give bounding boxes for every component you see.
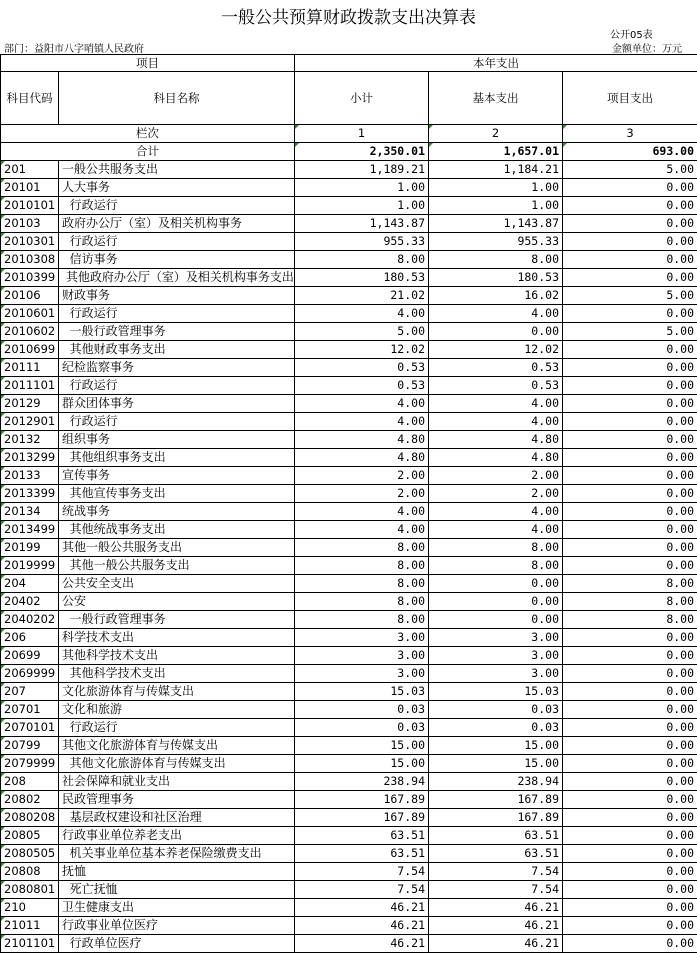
row-code: 20199 <box>1 539 59 557</box>
row-code: 2010602 <box>1 323 59 341</box>
row-subtotal: 238.94 <box>295 773 429 791</box>
row-code: 20402 <box>1 593 59 611</box>
row-project: 0.00 <box>563 233 697 251</box>
table-row <box>1 467 697 485</box>
row-subtotal: 0.03 <box>295 719 429 737</box>
header-row-group <box>1 55 697 72</box>
column-number-row <box>1 125 697 143</box>
row-project: 0.00 <box>563 305 697 323</box>
table-row <box>1 287 697 305</box>
row-name: 政府办公厅（室）及相关机构事务 <box>59 215 295 233</box>
row-basic: 3.00 <box>429 629 563 647</box>
row-code: 2010101 <box>1 197 59 215</box>
row-basic: 1,143.87 <box>429 215 563 233</box>
row-subtotal: 167.89 <box>295 791 429 809</box>
row-name: 死亡抚恤 <box>59 881 295 899</box>
table-row <box>1 323 697 341</box>
total-subtotal: 2,350.01 <box>295 143 429 161</box>
row-name: 一般行政管理事务 <box>59 611 295 629</box>
row-project: 0.00 <box>563 755 697 773</box>
row-project: 0.00 <box>563 449 697 467</box>
row-basic: 0.00 <box>429 575 563 593</box>
row-name: 卫生健康支出 <box>59 899 295 917</box>
row-project: 0.00 <box>563 737 697 755</box>
row-basic: 167.89 <box>429 809 563 827</box>
table-row <box>1 215 697 233</box>
row-code: 204 <box>1 575 59 593</box>
total-basic: 1,657.01 <box>429 143 563 161</box>
row-project: 0.00 <box>563 197 697 215</box>
row-project: 0.00 <box>563 881 697 899</box>
row-subtotal: 4.00 <box>295 521 429 539</box>
row-basic: 180.53 <box>429 269 563 287</box>
row-subtotal: 46.21 <box>295 917 429 935</box>
row-subtotal: 4.00 <box>295 413 429 431</box>
row-name: 民政管理事务 <box>59 791 295 809</box>
row-subtotal: 21.02 <box>295 287 429 305</box>
table-row <box>1 683 697 701</box>
row-name: 行政单位医疗 <box>59 935 295 953</box>
row-name: 公共安全支出 <box>59 575 295 593</box>
row-project: 0.00 <box>563 665 697 683</box>
row-subtotal: 4.80 <box>295 449 429 467</box>
row-code: 20133 <box>1 467 59 485</box>
total-row <box>1 143 697 161</box>
row-name: 人大事务 <box>59 179 295 197</box>
header-row-columns <box>1 72 697 125</box>
row-code: 2069999 <box>1 665 59 683</box>
row-name: 行政运行 <box>59 719 295 737</box>
row-name: 行政运行 <box>59 305 295 323</box>
row-code: 2079999 <box>1 755 59 773</box>
row-project: 0.00 <box>563 485 697 503</box>
row-basic: 63.51 <box>429 845 563 863</box>
row-project: 8.00 <box>563 593 697 611</box>
row-subtotal: 180.53 <box>295 269 429 287</box>
row-project: 0.00 <box>563 845 697 863</box>
row-name: 科学技术支出 <box>59 629 295 647</box>
row-subtotal: 2.00 <box>295 485 429 503</box>
header-item: 项目 <box>1 55 295 72</box>
table-row <box>1 377 697 395</box>
row-project: 0.00 <box>563 899 697 917</box>
row-code: 20134 <box>1 503 59 521</box>
table-row <box>1 719 697 737</box>
unit-label: 金额单位：万元 <box>612 40 682 55</box>
row-subtotal: 63.51 <box>295 845 429 863</box>
row-basic: 0.03 <box>429 701 563 719</box>
row-subtotal: 5.00 <box>295 323 429 341</box>
table-row <box>1 359 697 377</box>
row-subtotal: 7.54 <box>295 863 429 881</box>
table-row <box>1 773 697 791</box>
row-code: 2019999 <box>1 557 59 575</box>
column-number-3: 3 <box>563 125 697 143</box>
row-code: 210 <box>1 899 59 917</box>
row-name: 文化和旅游 <box>59 701 295 719</box>
row-subtotal: 3.00 <box>295 665 429 683</box>
table-row <box>1 395 697 413</box>
row-project: 0.00 <box>563 539 697 557</box>
row-subtotal: 12.02 <box>295 341 429 359</box>
row-subtotal: 8.00 <box>295 611 429 629</box>
header-current-year-expense: 本年支出 <box>295 55 697 72</box>
row-project: 0.00 <box>563 827 697 845</box>
row-name: 其他统战事务支出 <box>59 521 295 539</box>
row-project: 0.00 <box>563 215 697 233</box>
column-number-1: 1 <box>295 125 429 143</box>
row-project: 0.00 <box>563 557 697 575</box>
row-basic: 0.53 <box>429 377 563 395</box>
row-code: 20129 <box>1 395 59 413</box>
column-number-2: 2 <box>429 125 563 143</box>
column-number-label: 栏次 <box>1 125 295 143</box>
table-row <box>1 161 697 179</box>
row-code: 2011101 <box>1 377 59 395</box>
row-basic: 7.54 <box>429 881 563 899</box>
row-code: 2080505 <box>1 845 59 863</box>
table-row <box>1 629 697 647</box>
row-subtotal: 63.51 <box>295 827 429 845</box>
row-name: 宣传事务 <box>59 467 295 485</box>
row-code: 20808 <box>1 863 59 881</box>
row-basic: 46.21 <box>429 917 563 935</box>
row-subtotal: 1.00 <box>295 197 429 215</box>
row-basic: 8.00 <box>429 557 563 575</box>
row-name: 行政事业单位养老支出 <box>59 827 295 845</box>
row-basic: 46.21 <box>429 899 563 917</box>
table-row <box>1 305 697 323</box>
row-basic: 0.03 <box>429 719 563 737</box>
row-name: 一般行政管理事务 <box>59 323 295 341</box>
table-row <box>1 413 697 431</box>
row-code: 20106 <box>1 287 59 305</box>
row-code: 2012901 <box>1 413 59 431</box>
row-code: 20805 <box>1 827 59 845</box>
row-project: 0.00 <box>563 395 697 413</box>
row-code: 20132 <box>1 431 59 449</box>
row-name: 其他政府办公厅（室）及相关机构事务支出 <box>59 269 295 287</box>
row-basic: 0.00 <box>429 323 563 341</box>
row-code: 20101 <box>1 179 59 197</box>
row-subtotal: 1,189.21 <box>295 161 429 179</box>
row-subtotal: 15.00 <box>295 737 429 755</box>
row-basic: 238.94 <box>429 773 563 791</box>
row-basic: 4.00 <box>429 305 563 323</box>
row-code: 20699 <box>1 647 59 665</box>
row-project: 0.00 <box>563 431 697 449</box>
row-code: 20111 <box>1 359 59 377</box>
row-name: 机关事业单位基本养老保险缴费支出 <box>59 845 295 863</box>
row-subtotal: 8.00 <box>295 593 429 611</box>
row-name: 统战事务 <box>59 503 295 521</box>
row-basic: 4.80 <box>429 431 563 449</box>
row-name: 纪检监察事务 <box>59 359 295 377</box>
row-name: 行政事业单位医疗 <box>59 917 295 935</box>
department-label: 部门：益阳市八字哨镇人民政府 <box>4 40 144 55</box>
row-name: 其他财政事务支出 <box>59 341 295 359</box>
row-project: 8.00 <box>563 575 697 593</box>
row-subtotal: 8.00 <box>295 251 429 269</box>
row-project: 0.00 <box>563 377 697 395</box>
row-project: 8.00 <box>563 611 697 629</box>
row-code: 208 <box>1 773 59 791</box>
row-code: 20802 <box>1 791 59 809</box>
row-subtotal: 46.21 <box>295 899 429 917</box>
row-project: 0.00 <box>563 701 697 719</box>
row-project: 0.00 <box>563 773 697 791</box>
row-name: 组织事务 <box>59 431 295 449</box>
row-project: 5.00 <box>563 287 697 305</box>
row-project: 0.00 <box>563 719 697 737</box>
row-subtotal: 7.54 <box>295 881 429 899</box>
row-subtotal: 15.03 <box>295 683 429 701</box>
row-project: 0.00 <box>563 413 697 431</box>
row-project: 0.00 <box>563 341 697 359</box>
table-row <box>1 935 697 953</box>
row-project: 0.00 <box>563 809 697 827</box>
row-basic: 7.54 <box>429 863 563 881</box>
row-subtotal: 4.00 <box>295 395 429 413</box>
header-code: 科目代码 <box>1 72 59 125</box>
row-code: 2070101 <box>1 719 59 737</box>
row-project: 0.00 <box>563 791 697 809</box>
row-code: 201 <box>1 161 59 179</box>
table-row <box>1 917 697 935</box>
row-basic: 15.00 <box>429 737 563 755</box>
row-basic: 167.89 <box>429 791 563 809</box>
row-name: 其他组织事务支出 <box>59 449 295 467</box>
row-code: 2010301 <box>1 233 59 251</box>
row-basic: 2.00 <box>429 467 563 485</box>
row-code: 207 <box>1 683 59 701</box>
row-project: 0.00 <box>563 179 697 197</box>
row-project: 5.00 <box>563 161 697 179</box>
table-row <box>1 503 697 521</box>
table-row <box>1 575 697 593</box>
row-name: 其他一般公共服务支出 <box>59 539 295 557</box>
expenditure-table <box>0 54 697 953</box>
row-basic: 16.02 <box>429 287 563 305</box>
row-code: 20799 <box>1 737 59 755</box>
row-subtotal: 167.89 <box>295 809 429 827</box>
row-code: 2040202 <box>1 611 59 629</box>
table-row <box>1 593 697 611</box>
row-project: 5.00 <box>563 323 697 341</box>
table-row <box>1 431 697 449</box>
table-row <box>1 737 697 755</box>
total-project: 693.00 <box>563 143 697 161</box>
row-basic: 4.00 <box>429 503 563 521</box>
row-basic: 1,184.21 <box>429 161 563 179</box>
row-name: 财政事务 <box>59 287 295 305</box>
row-name: 其他文化旅游体育与传媒支出 <box>59 755 295 773</box>
row-subtotal: 15.00 <box>295 755 429 773</box>
row-subtotal: 955.33 <box>295 233 429 251</box>
table-row <box>1 341 697 359</box>
row-subtotal: 8.00 <box>295 539 429 557</box>
table-row <box>1 197 697 215</box>
row-code: 2010308 <box>1 251 59 269</box>
row-code: 2080801 <box>1 881 59 899</box>
row-code: 2010399 <box>1 269 59 287</box>
table-row <box>1 539 697 557</box>
row-basic: 0.53 <box>429 359 563 377</box>
row-basic: 1.00 <box>429 179 563 197</box>
table-row <box>1 809 697 827</box>
row-name: 其他科学技术支出 <box>59 647 295 665</box>
table-row <box>1 611 697 629</box>
form-code: 公开05表 <box>610 26 653 41</box>
table-row <box>1 179 697 197</box>
row-name: 其他科学技术支出 <box>59 665 295 683</box>
row-code: 2013399 <box>1 485 59 503</box>
header-name: 科目名称 <box>59 72 295 125</box>
row-basic: 3.00 <box>429 665 563 683</box>
table-row <box>1 665 697 683</box>
row-subtotal: 4.00 <box>295 503 429 521</box>
row-code: 2010699 <box>1 341 59 359</box>
row-basic: 3.00 <box>429 647 563 665</box>
row-basic: 46.21 <box>429 935 563 953</box>
row-name: 抚恤 <box>59 863 295 881</box>
row-name: 社会保障和就业支出 <box>59 773 295 791</box>
row-name: 群众团体事务 <box>59 395 295 413</box>
row-basic: 2.00 <box>429 485 563 503</box>
row-code: 2101101 <box>1 935 59 953</box>
row-subtotal: 4.00 <box>295 305 429 323</box>
row-subtotal: 0.53 <box>295 377 429 395</box>
table-row <box>1 791 697 809</box>
table-row <box>1 521 697 539</box>
row-code: 2080208 <box>1 809 59 827</box>
table-row <box>1 449 697 467</box>
row-subtotal: 46.21 <box>295 935 429 953</box>
table-row <box>1 233 697 251</box>
row-subtotal: 2.00 <box>295 467 429 485</box>
row-subtotal: 0.53 <box>295 359 429 377</box>
page-title: 一般公共预算财政拨款支出决算表 <box>0 3 697 28</box>
row-name: 其他文化旅游体育与传媒支出 <box>59 737 295 755</box>
row-basic: 8.00 <box>429 251 563 269</box>
row-subtotal: 8.00 <box>295 557 429 575</box>
row-project: 0.00 <box>563 251 697 269</box>
row-name: 行政运行 <box>59 233 295 251</box>
row-basic: 4.00 <box>429 395 563 413</box>
table-row <box>1 827 697 845</box>
table-row <box>1 863 697 881</box>
row-code: 2013299 <box>1 449 59 467</box>
row-basic: 0.00 <box>429 593 563 611</box>
table-row <box>1 899 697 917</box>
row-basic: 955.33 <box>429 233 563 251</box>
header-basic: 基本支出 <box>429 72 563 125</box>
table-row <box>1 881 697 899</box>
row-subtotal: 1,143.87 <box>295 215 429 233</box>
row-name: 公安 <box>59 593 295 611</box>
row-project: 0.00 <box>563 683 697 701</box>
total-label: 合计 <box>1 143 295 161</box>
row-name: 信访事务 <box>59 251 295 269</box>
row-subtotal: 8.00 <box>295 575 429 593</box>
row-subtotal: 3.00 <box>295 629 429 647</box>
table-row <box>1 557 697 575</box>
row-name: 其他一般公共服务支出 <box>59 557 295 575</box>
header-project: 项目支出 <box>563 72 697 125</box>
table-row <box>1 755 697 773</box>
row-basic: 63.51 <box>429 827 563 845</box>
row-subtotal: 4.80 <box>295 431 429 449</box>
row-basic: 15.03 <box>429 683 563 701</box>
row-basic: 15.00 <box>429 755 563 773</box>
table-row <box>1 701 697 719</box>
row-basic: 1.00 <box>429 197 563 215</box>
row-name: 基层政权建设和社区治理 <box>59 809 295 827</box>
header-subtotal: 小计 <box>295 72 429 125</box>
table-row <box>1 845 697 863</box>
row-code: 21011 <box>1 917 59 935</box>
row-project: 0.00 <box>563 467 697 485</box>
row-subtotal: 0.03 <box>295 701 429 719</box>
table-row <box>1 251 697 269</box>
row-project: 0.00 <box>563 359 697 377</box>
row-project: 0.00 <box>563 521 697 539</box>
row-code: 2013499 <box>1 521 59 539</box>
row-name: 一般公共服务支出 <box>59 161 295 179</box>
row-project: 0.00 <box>563 629 697 647</box>
row-project: 0.00 <box>563 647 697 665</box>
table-row <box>1 647 697 665</box>
row-subtotal: 1.00 <box>295 179 429 197</box>
row-code: 20103 <box>1 215 59 233</box>
row-name: 其他宣传事务支出 <box>59 485 295 503</box>
row-subtotal: 3.00 <box>295 647 429 665</box>
row-basic: 4.80 <box>429 449 563 467</box>
table-row <box>1 269 697 287</box>
row-project: 0.00 <box>563 935 697 953</box>
table-row <box>1 485 697 503</box>
row-basic: 4.00 <box>429 413 563 431</box>
row-project: 0.00 <box>563 863 697 881</box>
row-project: 0.00 <box>563 917 697 935</box>
row-project: 0.00 <box>563 503 697 521</box>
row-basic: 0.00 <box>429 611 563 629</box>
row-name: 行政运行 <box>59 413 295 431</box>
row-code: 2010601 <box>1 305 59 323</box>
row-name: 文化旅游体育与传媒支出 <box>59 683 295 701</box>
row-code: 206 <box>1 629 59 647</box>
row-project: 0.00 <box>563 269 697 287</box>
row-basic: 12.02 <box>429 341 563 359</box>
row-name: 行政运行 <box>59 197 295 215</box>
row-name: 行政运行 <box>59 377 295 395</box>
row-basic: 8.00 <box>429 539 563 557</box>
row-basic: 4.00 <box>429 521 563 539</box>
row-code: 20701 <box>1 701 59 719</box>
